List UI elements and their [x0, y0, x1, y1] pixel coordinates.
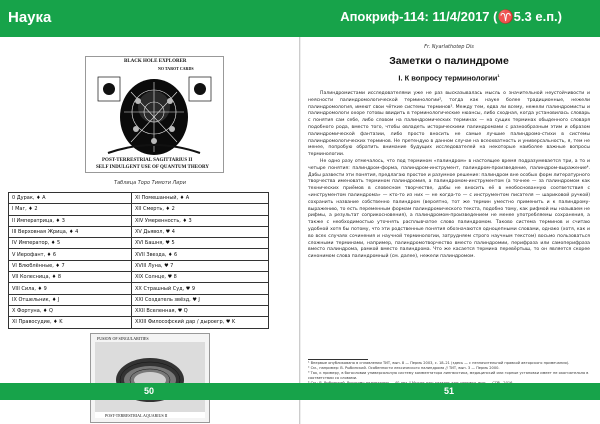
footnote-divider: [308, 359, 368, 360]
tarot2-label-bottom: POST-TERRESTRIAL AQUARIUS II: [105, 413, 168, 418]
article-author: Fr. Nyarlathotep Dis: [424, 44, 474, 50]
section-heading: [308, 73, 590, 83]
table-row: [9, 215, 269, 226]
table-cell-right: XXI Создатель звёзд, ♥ J: [132, 294, 269, 305]
left-footer-bar: [0, 383, 300, 400]
table-cell-left: III Верховная Жрица, ♦ 4: [9, 226, 132, 237]
table-cell-left: VIII Сила, ♦ 9: [9, 283, 132, 294]
table-cell-right: XVIII Луна, ♥ 7: [132, 260, 269, 271]
table-cell-right: XXII Вселенная, ♥ Q: [132, 305, 269, 316]
table-row: [9, 226, 269, 237]
table-cell-right: XVI Башня, ♥ 5: [132, 238, 269, 249]
table-row: [9, 294, 269, 305]
table-cell-right: XV Дьявол, ♥ 4: [132, 226, 269, 237]
tarot-label-sub: NO TAROT CARDS: [158, 66, 194, 71]
table-row: [9, 272, 269, 283]
table-row: [9, 249, 269, 260]
table-cell-right: XIX Солнце, ♥ 8: [132, 272, 269, 283]
article-body: [308, 91, 590, 261]
table-row: [9, 238, 269, 249]
table-cell-left: II Императрица, ♦ 3: [9, 215, 132, 226]
left-page: [0, 37, 300, 424]
table-cell-right: XXIII Философский дар / дыроегр, ♥ K: [132, 317, 269, 328]
table-caption: Таблица Торо Тимоти Лири: [114, 180, 186, 186]
table-cell-left: V Иерофант, ♦ 6: [9, 249, 132, 260]
table-cell-right: XII Смерть, ♦ 2: [132, 204, 269, 215]
tarot-label-bottom2: SELF INDULGENT USE OF QUANTUM THEORY: [96, 165, 210, 170]
table-row: [9, 317, 269, 328]
footnote-1: ¹ Впервые опубликовано в сплавлении ТИТ, вып. 8 — Пермь 2003, с. 18–21 (здесь — с незначительной правкой авторского примечания).: [308, 361, 570, 365]
paragraph-2: Не одно разу отмечалось, что под термином «палиндром» в настоящее время подразумевается три, а то и четыре понятия: палиндром-форма, палиндром-инструмент, палиндром-произведение, палиндром-выражение⁴. Дабы развести эти понятия, предлагаю простое и разумное решение: палиндром вне особых форм литературного творчества именовать термином палиндромия, а палиндромом-инструментом (а точнее — за палиндромом как технических приёмов в словесном творчестве, дабы не вносить её в необоснованную соответствия с «инструментом палиндрома» — кто-то из них — не когда-то — с инструментом писателя — шариковой ручкой) сохранить название собственно палиндром (вероятно, тот же термин уместно применить и к палиндрому-выражению, то есть переменным формам палиндромического текста, подобно тому, как рифмой мы называем не рифмы, а результат соприкосновения), а палиндромом-произведением не менее употребляемы сохранения, а также с необходимостью уточнять расплывчатое слово палиндромом. Таково система терминов и считаю удобной хотя бы потому, что эти родственные понятия обозначаются одноцепными словами, однако (хотя, как и во всех случаях сочинения и научной терминологии, затрудняем строго научным текстом) восьмо пользоваться сложными терминами, например, палиндромотворчество вместо палиндромии, перифраза или самоперифраза вместо палиндрома, рамкой вместо палиндрома. Что же касается термина перевёртыш, то он является скорее синонимом слова палиндромный (см. далее), нежели палиндромом.: [308, 158, 590, 260]
table-cell-left: IV Император, ♦ 5: [9, 238, 132, 249]
article-title: Заметки о палиндроме: [389, 55, 509, 67]
page-number-right: 51: [444, 386, 455, 396]
paragraph-1: Палиндромистами исследователями уже не раз высказывалась мысль о значительной неустойчивости и неясности палиндромологической терминологии², тогда как науке более традиционные, нежели палиндромология, имеют свои чёткие системы терминов³. Между тем, едва ли всему, нежели палиндромисты и палиндромологи охоре готовы ввидить в терминологические нюансы, либо сходная, когда установилась словарь с понятия сам себе, либо словом на палиндромических терминах — на сущих терминах обыденного словаря подобного рода, вместо того, чтобы овладеть историческими палиндромами с разнообразным этим и образом палиндромической фантазии, либо просто вносить не самые лучшие палиндромо-стихи в системы палиндромологических терминов. Не претендую в данном случае на всеохватность и универсальность, я, тем не менее, попробую обратить внимание будущих исследователей на некоторые наиболее важные вопросы терминологии.: [308, 91, 590, 158]
table-row: [9, 204, 269, 215]
tarot-card-fusion-of-singularities: [90, 333, 210, 423]
table-cell-left: IX Отшельник, ♦ J: [9, 294, 132, 305]
table-cell-left: I Маг, ♦ 2: [9, 204, 132, 215]
table-cell-left: XI Правосудие, ♦ K: [9, 317, 132, 328]
section-title: Наука: [8, 9, 52, 26]
table-cell-right: XIV Умеренность, ♦ 3: [132, 215, 269, 226]
table-row: [9, 283, 269, 294]
tarot-card-black-hole-explorer: [85, 56, 224, 173]
tarot-label-bottom1: POST-TERRESTRIAL SAGITTARIUS II: [102, 158, 193, 163]
table-cell-left: VII Колесница, ♦ 8: [9, 272, 132, 283]
footnote-ref: 1: [497, 73, 500, 78]
footnote-2: ² См., например: В. Рыбинский. Особенности лексического палиндрома // ТИТ, вып. 3 — Пермь 2000.: [308, 366, 500, 371]
issue-title: Апокриф-114: 11/4/2017 (♈5.3 е.п.): [340, 9, 562, 24]
table-cell-right: XX Страшный Суд, ♥ 9: [132, 283, 269, 294]
table-cell-right: XI Помешанный, ♦ A: [132, 193, 269, 204]
table-cell-right: XVII Звезда, ♦ 6: [132, 249, 269, 260]
table-cell-left: 0 Дурак, ♦ A: [9, 193, 132, 204]
table-cell-left: X Фортуна, ♦ Q: [9, 305, 132, 316]
table-row: [9, 260, 269, 271]
right-footer-bar: [300, 383, 600, 400]
footnote-3: ³ Так, к примеру, в богословии универсальную систему комментатора лингвистика, медицинский или горные установки имеет не окончательно в соответствии со словами.: [308, 371, 589, 381]
section-heading-text: I. К вопросу терминологии: [398, 73, 498, 83]
top-header-bar: [0, 0, 600, 37]
page-number-left: 50: [144, 386, 155, 396]
tarot-card-illustration-2: [91, 334, 209, 422]
tarot-card-illustration: [86, 57, 223, 172]
table-cell-left: VI Влюблённые, ♦ 7: [9, 260, 132, 271]
tarot-label-top: BLACK HOLE EXPLORER: [124, 59, 187, 64]
table-row: [9, 305, 269, 316]
tarot-table: [8, 192, 269, 329]
table-row: [9, 193, 269, 204]
page-fold: [299, 37, 301, 424]
tarot2-label-top: FUSION OF SINGULARITIES: [97, 336, 149, 341]
